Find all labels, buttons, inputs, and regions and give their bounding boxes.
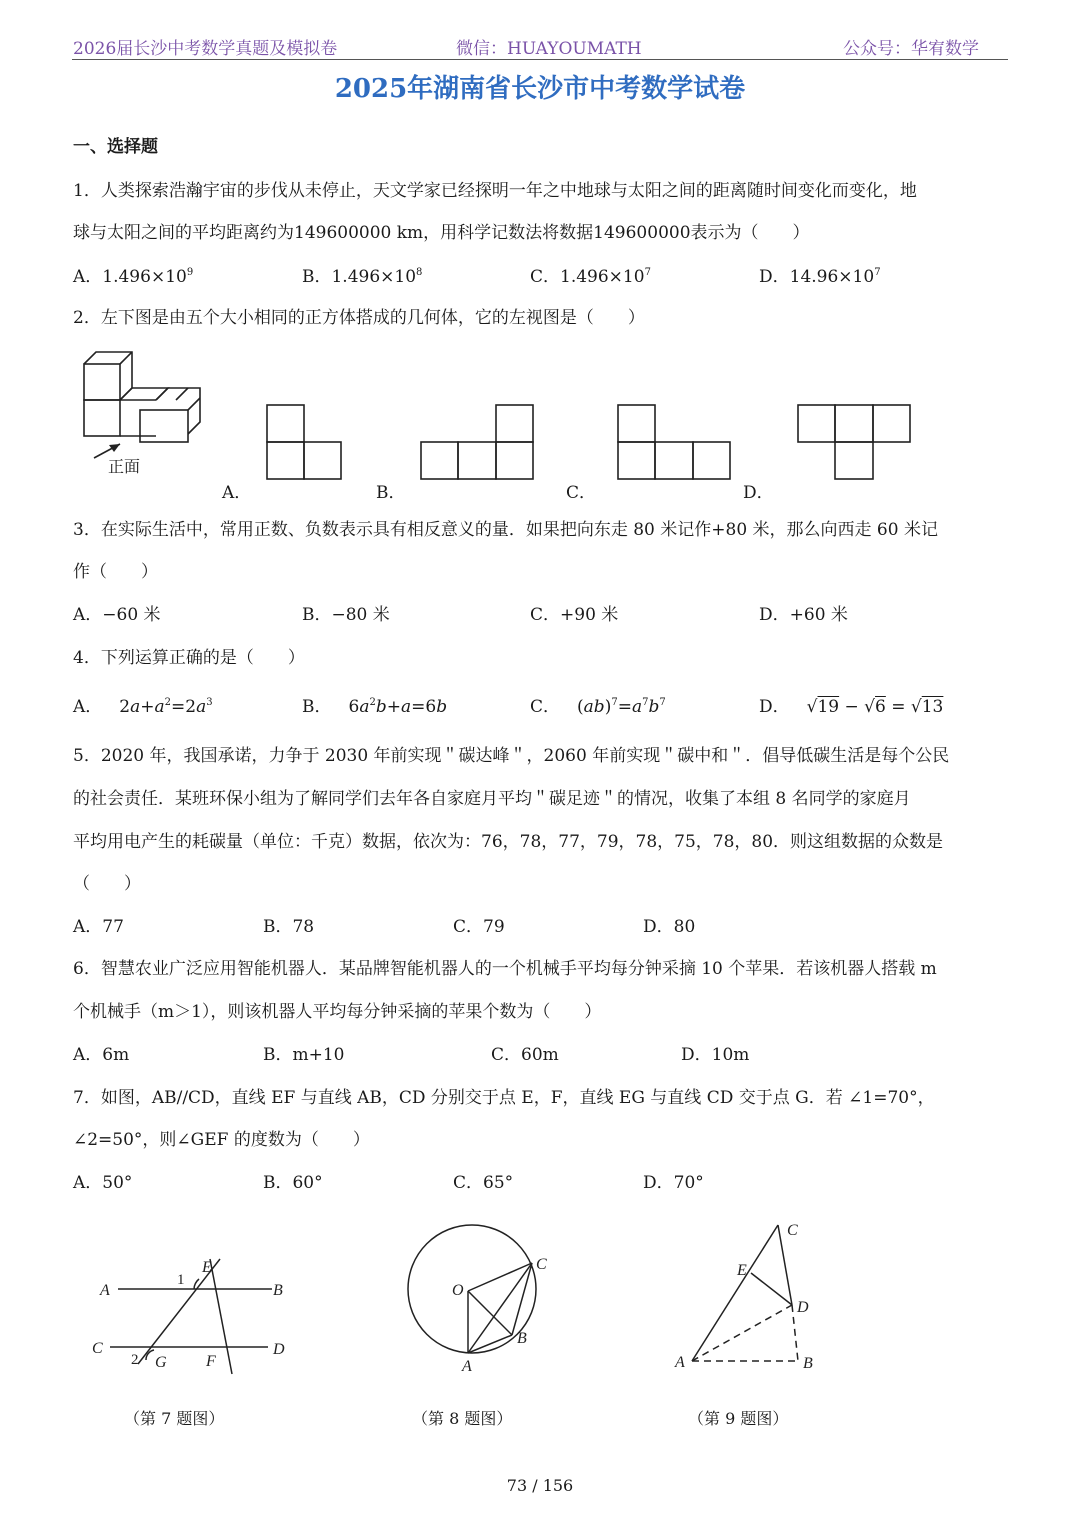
q2-view-c (617, 404, 733, 482)
q1-line1: 1．人类探索浩瀚宇宙的步伐从未停止，天文学家已经探明一年之中地球与太阳之间的距离随时间变化而变化，地 (73, 181, 917, 201)
q3-line1: 3．在实际生活中，常用正数、负数表示具有相反意义的量．如果把向东走 80 米记作+80 米，那么向西走 60 米记 (73, 520, 938, 540)
q7-line2: ∠2=50°，则∠GEF 的度数为（ ） (73, 1130, 370, 1150)
q1-line2: 球与太阳之间的平均距离约为149600000 km，用科学记数法将数据149600000表示为（ ） (73, 223, 810, 243)
q3-option-d: D．+60 米 (759, 605, 848, 625)
q2-line1: 2．左下图是由五个大小相同的正方体搭成的几何体，它的左视图是（ ） (73, 308, 645, 328)
q5-line4: （ ） (73, 874, 141, 894)
figure-q7 (80, 1250, 300, 1385)
q1-option-d: D．$14.96\times 10^7$ (759, 267, 881, 287)
q4-line1: 4．下列运算正确的是（ ） (73, 648, 305, 668)
page-title: 2025年湖南省长沙市中考数学试卷 (334, 74, 746, 104)
svg-text:2: 2 (131, 1352, 139, 1368)
q3-option-c: C．+90 米 (530, 605, 619, 625)
figure-q8 (400, 1215, 570, 1377)
q6-line1: 6．智慧农业广泛应用智能机器人．某品牌智能机器人的一个机械手平均每分钟采摘 10 个苹果．若该机器人搭载 m (73, 959, 937, 979)
header-left: 2026届长沙中考数学真题及模拟卷 (73, 39, 338, 59)
q5-option-a: A．77 (73, 917, 124, 937)
figure-q9 (665, 1215, 835, 1377)
q2-option-a: A． (222, 483, 252, 503)
header-right: 公众号：华宥数学 (843, 39, 979, 59)
header-divider (72, 59, 1008, 60)
section-heading: 一、选择题 (73, 137, 158, 157)
q5-line3: 平均用电产生的耗碳量（单位：千克）数据，依次为：76，78，77，79，78，75，78，80．则这组数据的众数是 (73, 832, 944, 852)
svg-text:A: A (675, 1354, 685, 1371)
q5-line2: 的社会责任．某班环保小组为了解同学们去年各自家庭月平均＂碳足迹＂的情况，收集了本组 8 名同学的家庭月 (73, 789, 911, 809)
caption-q7: （第 7 题图） (124, 1409, 225, 1428)
page-number: 73 / 156 (506, 1476, 574, 1495)
q4-option-b: B． $6a^2b+a=6b$ (302, 697, 448, 717)
q1-option-c: C．$1.496\times 10^7$ (530, 267, 651, 287)
q5-option-b: B．78 (263, 917, 315, 937)
q7-option-c: C．65° (453, 1173, 514, 1193)
svg-text:G: G (155, 1354, 167, 1371)
q5-line1: 5．2020 年，我国承诺，力争于 2030 年前实现＂碳达峰＂，2060 年前实现＂碳中和＂．倡导低碳生活是每个公民 (73, 746, 950, 766)
svg-text:D: D (797, 1299, 809, 1316)
svg-text:C: C (92, 1340, 103, 1357)
q2-solid-figure (80, 348, 210, 480)
svg-text:C: C (787, 1222, 798, 1239)
svg-text:E: E (737, 1262, 747, 1279)
q5-option-c: C．79 (453, 917, 505, 937)
svg-text:A: A (462, 1358, 472, 1375)
q6-option-a: A．6m (73, 1045, 130, 1065)
svg-text:B: B (517, 1330, 527, 1347)
q1-option-a: A．$1.496\times 10^9$ (73, 267, 194, 287)
q6-line2: 个机械手（m＞1），则该机器人平均每分钟采摘的苹果个数为（ ） (73, 1002, 602, 1022)
q6-option-b: B．m+10 (263, 1045, 345, 1065)
caption-q8: （第 8 题图） (412, 1409, 513, 1428)
q2-option-d: D． (743, 483, 774, 503)
q3-option-b: B．−80 米 (302, 605, 390, 625)
q1-option-b: B．$1.496\times 10^8$ (302, 267, 423, 287)
q2-front-label: 正面 (108, 459, 141, 476)
q2-view-a (266, 404, 344, 482)
svg-text:O: O (452, 1282, 464, 1299)
q2-view-b (420, 404, 536, 482)
q7-option-d: D．70° (643, 1173, 704, 1193)
q7-line1: 7．如图，AB//CD，直线 EF 与直线 AB，CD 分别交于点 E，F，直线 EG 与直线 CD 交于点 G．若 ∠1=70°， (73, 1088, 935, 1108)
header-center: 微信：HUAYOUMATH (456, 39, 642, 59)
q7-option-b: B．60° (263, 1173, 323, 1193)
svg-text:A: A (100, 1282, 110, 1299)
svg-text:C: C (536, 1256, 547, 1273)
svg-text:B: B (803, 1355, 813, 1372)
q4-option-d: D． √19 − √6 = √13 (759, 697, 944, 717)
svg-text:B: B (273, 1282, 283, 1299)
svg-text:D: D (273, 1341, 285, 1358)
q3-option-a: A．−60 米 (73, 605, 161, 625)
q6-option-d: D．10m (681, 1045, 750, 1065)
q2-option-b: B． (376, 483, 406, 503)
q7-option-a: A．50° (73, 1173, 133, 1193)
svg-text:E: E (202, 1259, 212, 1276)
q3-line2: 作（ ） (73, 562, 158, 582)
q6-option-c: C．60m (491, 1045, 559, 1065)
q4-option-c: C． $(ab)^7=a^7b^7$ (530, 697, 666, 717)
q2-view-d (797, 404, 913, 482)
q4-option-a: A． $2a+a^2=2a^3$ (73, 697, 213, 717)
q5-option-d: D．80 (643, 917, 696, 937)
q2-option-c: C． (566, 483, 597, 503)
caption-q9: （第 9 题图） (688, 1409, 789, 1428)
svg-text:F: F (206, 1353, 216, 1370)
svg-text:1: 1 (177, 1272, 185, 1288)
